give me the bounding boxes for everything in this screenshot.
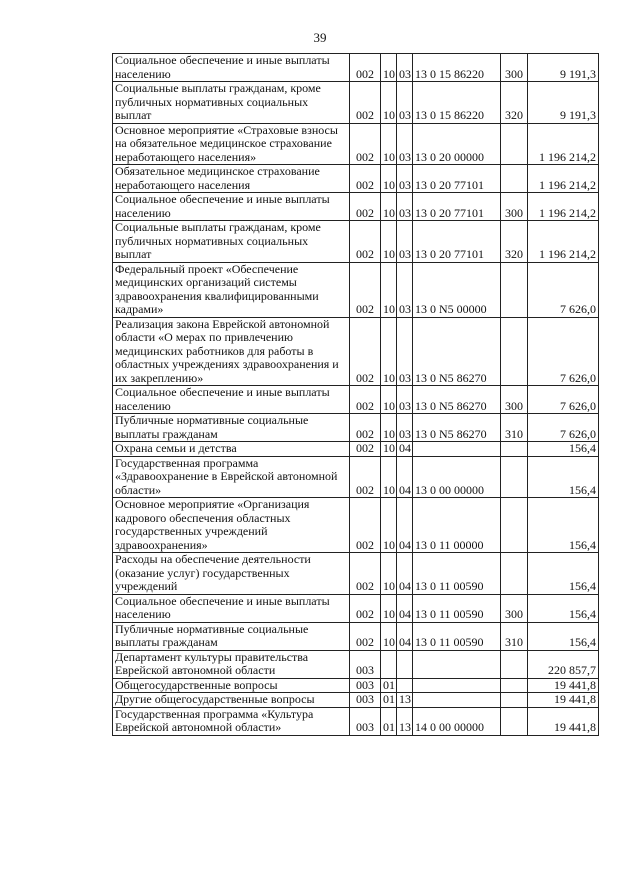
section-code: 10 xyxy=(381,498,397,553)
expense-type-code xyxy=(501,123,528,165)
row-description: Государственная программа «Культура Еврейской автономной области» xyxy=(113,707,350,735)
expense-type-code: 300 xyxy=(501,386,528,414)
target-article-code: 13 0 N5 86270 xyxy=(413,386,501,414)
ministry-code: 002 xyxy=(350,622,381,650)
row-description: Охрана семьи и детства xyxy=(113,442,350,457)
table-row xyxy=(113,553,599,595)
section-code: 10 xyxy=(381,165,397,193)
target-article-code: 13 0 11 00590 xyxy=(413,553,501,595)
page-number: 39 xyxy=(313,30,327,45)
section-code: 01 xyxy=(381,707,397,735)
target-article-code xyxy=(413,678,501,693)
target-article-code: 13 0 20 77101 xyxy=(413,221,501,263)
subsection-code: 13 xyxy=(397,693,413,708)
target-article-code xyxy=(413,442,501,457)
subsection-code: 03 xyxy=(397,193,413,221)
row-description: Социальные выплаты гражданам, кроме публичных нормативных социальных выплат xyxy=(113,82,350,124)
table-row xyxy=(113,54,599,82)
target-article-code: 13 0 15 86220 xyxy=(413,82,501,124)
ministry-code: 002 xyxy=(350,221,381,263)
ministry-code: 002 xyxy=(350,553,381,595)
expense-type-code: 310 xyxy=(501,622,528,650)
section-code xyxy=(381,650,397,678)
row-description: Социальное обеспечение и иные выплаты населению xyxy=(113,386,350,414)
subsection-code: 03 xyxy=(397,165,413,193)
section-code: 10 xyxy=(381,123,397,165)
expense-type-code xyxy=(501,707,528,735)
amount: 7 626,0 xyxy=(528,262,599,317)
expense-type-code xyxy=(501,165,528,193)
amount: 19 441,8 xyxy=(528,707,599,735)
section-code: 10 xyxy=(381,414,397,442)
amount: 9 191,3 xyxy=(528,54,599,82)
amount: 156,4 xyxy=(528,456,599,498)
amount: 156,4 xyxy=(528,622,599,650)
row-description: Обязательное медицинское страхование неработающего населения xyxy=(113,165,350,193)
ministry-code: 002 xyxy=(350,54,381,82)
target-article-code xyxy=(413,650,501,678)
ministry-code: 002 xyxy=(350,456,381,498)
subsection-code: 03 xyxy=(397,414,413,442)
subsection-code: 03 xyxy=(397,221,413,263)
table-body xyxy=(113,54,599,736)
amount: 7 626,0 xyxy=(528,386,599,414)
section-code: 10 xyxy=(381,594,397,622)
section-code: 01 xyxy=(381,678,397,693)
ministry-code: 003 xyxy=(350,650,381,678)
section-code: 10 xyxy=(381,317,397,386)
amount: 156,4 xyxy=(528,594,599,622)
row-description: Общегосударственные вопросы xyxy=(113,678,350,693)
expense-type-code: 320 xyxy=(501,221,528,263)
target-article-code: 13 0 N5 86270 xyxy=(413,317,501,386)
target-article-code: 13 0 11 00000 xyxy=(413,498,501,553)
table-row xyxy=(113,707,599,735)
table-row xyxy=(113,123,599,165)
expense-type-code: 300 xyxy=(501,594,528,622)
ministry-code: 002 xyxy=(350,414,381,442)
expense-type-code: 320 xyxy=(501,82,528,124)
expense-type-code xyxy=(501,317,528,386)
ministry-code: 002 xyxy=(350,123,381,165)
subsection-code: 04 xyxy=(397,498,413,553)
expense-type-code: 300 xyxy=(501,193,528,221)
row-description: Социальное обеспечение и иные выплаты населению xyxy=(113,594,350,622)
table-row xyxy=(113,594,599,622)
table-row xyxy=(113,678,599,693)
target-article-code: 13 0 11 00590 xyxy=(413,622,501,650)
expense-type-code xyxy=(501,442,528,457)
expense-type-code xyxy=(501,498,528,553)
section-code: 10 xyxy=(381,54,397,82)
row-description: Публичные нормативные социальные выплаты гражданам xyxy=(113,622,350,650)
table-row xyxy=(113,622,599,650)
expense-type-code xyxy=(501,693,528,708)
row-description: Расходы на обеспечение деятельности (оказание услуг) государственных учреждений xyxy=(113,553,350,595)
section-code: 10 xyxy=(381,386,397,414)
subsection-code: 13 xyxy=(397,707,413,735)
subsection-code: 03 xyxy=(397,54,413,82)
target-article-code: 13 0 15 86220 xyxy=(413,54,501,82)
subsection-code: 03 xyxy=(397,262,413,317)
amount: 156,4 xyxy=(528,498,599,553)
subsection-code: 03 xyxy=(397,386,413,414)
amount: 19 441,8 xyxy=(528,693,599,708)
expense-type-code xyxy=(501,650,528,678)
ministry-code: 002 xyxy=(350,317,381,386)
ministry-code: 002 xyxy=(350,498,381,553)
row-description: Основное мероприятие «Организация кадрового обеспечения областных государственных учреждений здравоохранения» xyxy=(113,498,350,553)
target-article-code: 13 0 11 00590 xyxy=(413,594,501,622)
subsection-code: 04 xyxy=(397,456,413,498)
expense-type-code xyxy=(501,456,528,498)
ministry-code: 002 xyxy=(350,594,381,622)
section-code: 01 xyxy=(381,693,397,708)
amount: 156,4 xyxy=(528,553,599,595)
expense-type-code xyxy=(501,553,528,595)
row-description: Социальное обеспечение и иные выплаты населению xyxy=(113,54,350,82)
subsection-code: 03 xyxy=(397,123,413,165)
ministry-code: 002 xyxy=(350,165,381,193)
section-code: 10 xyxy=(381,193,397,221)
amount: 1 196 214,2 xyxy=(528,123,599,165)
subsection-code: 03 xyxy=(397,82,413,124)
target-article-code: 14 0 00 00000 xyxy=(413,707,501,735)
ministry-code: 002 xyxy=(350,442,381,457)
row-description: Другие общегосударственные вопросы xyxy=(113,693,350,708)
row-description: Департамент культуры правительства Еврейской автономной области xyxy=(113,650,350,678)
section-code: 10 xyxy=(381,262,397,317)
amount: 156,4 xyxy=(528,442,599,457)
table-row xyxy=(113,498,599,553)
amount: 7 626,0 xyxy=(528,317,599,386)
table-row xyxy=(113,317,599,386)
amount: 7 626,0 xyxy=(528,414,599,442)
target-article-code xyxy=(413,693,501,708)
ministry-code: 003 xyxy=(350,707,381,735)
expense-type-code: 300 xyxy=(501,54,528,82)
table-row xyxy=(113,193,599,221)
subsection-code: 04 xyxy=(397,594,413,622)
table-row xyxy=(113,650,599,678)
subsection-code xyxy=(397,650,413,678)
table-row xyxy=(113,693,599,708)
expense-type-code: 310 xyxy=(501,414,528,442)
table-row xyxy=(113,221,599,263)
target-article-code: 13 0 N5 00000 xyxy=(413,262,501,317)
ministry-code: 003 xyxy=(350,693,381,708)
subsection-code: 04 xyxy=(397,442,413,457)
target-article-code: 13 0 00 00000 xyxy=(413,456,501,498)
target-article-code: 13 0 N5 86270 xyxy=(413,414,501,442)
amount: 1 196 214,2 xyxy=(528,193,599,221)
section-code: 10 xyxy=(381,82,397,124)
table-row xyxy=(113,262,599,317)
ministry-code: 003 xyxy=(350,678,381,693)
budget-table xyxy=(112,53,599,736)
ministry-code: 002 xyxy=(350,193,381,221)
expense-type-code xyxy=(501,262,528,317)
amount: 1 196 214,2 xyxy=(528,221,599,263)
row-description: Государственная программа «Здравоохранение в Еврейской автономной области» xyxy=(113,456,350,498)
row-description: Федеральный проект «Обеспечение медицинских организаций системы здравоохранения квалифицированными кадрами» xyxy=(113,262,350,317)
table-row xyxy=(113,386,599,414)
ministry-code: 002 xyxy=(350,82,381,124)
section-code: 10 xyxy=(381,553,397,595)
subsection-code: 04 xyxy=(397,553,413,595)
ministry-code: 002 xyxy=(350,262,381,317)
section-code: 10 xyxy=(381,456,397,498)
table-row xyxy=(113,165,599,193)
section-code: 10 xyxy=(381,221,397,263)
amount: 220 857,7 xyxy=(528,650,599,678)
row-description: Социальное обеспечение и иные выплаты населению xyxy=(113,193,350,221)
target-article-code: 13 0 20 77101 xyxy=(413,165,501,193)
ministry-code: 002 xyxy=(350,386,381,414)
target-article-code: 13 0 20 00000 xyxy=(413,123,501,165)
target-article-code: 13 0 20 77101 xyxy=(413,193,501,221)
subsection-code: 03 xyxy=(397,317,413,386)
section-code: 10 xyxy=(381,442,397,457)
row-description: Основное мероприятие «Страховые взносы на обязательное медицинское страхование неработающего населения» xyxy=(113,123,350,165)
amount: 9 191,3 xyxy=(528,82,599,124)
subsection-code xyxy=(397,678,413,693)
table-row xyxy=(113,456,599,498)
amount: 19 441,8 xyxy=(528,678,599,693)
table-row xyxy=(113,82,599,124)
section-code: 10 xyxy=(381,622,397,650)
amount: 1 196 214,2 xyxy=(528,165,599,193)
expense-type-code xyxy=(501,678,528,693)
subsection-code: 04 xyxy=(397,622,413,650)
row-description: Социальные выплаты гражданам, кроме публичных нормативных социальных выплат xyxy=(113,221,350,263)
row-description: Публичные нормативные социальные выплаты гражданам xyxy=(113,414,350,442)
table-row xyxy=(113,442,599,457)
row-description: Реализация закона Еврейской автономной области «О мерах по привлечению медицинских работников для работы в областных учреждениях здравоохранения и их закреплению» xyxy=(113,317,350,386)
table-row xyxy=(113,414,599,442)
